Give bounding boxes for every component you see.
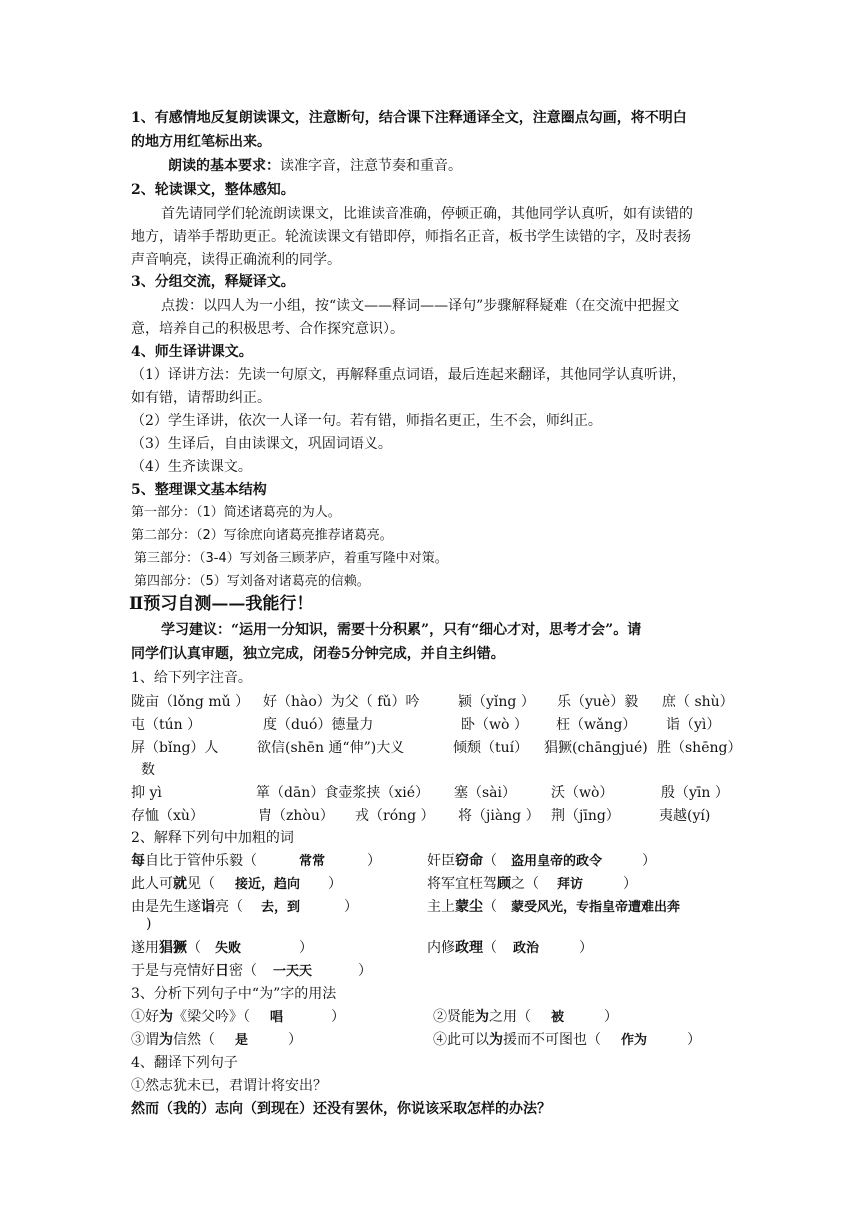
section-3-line-1: 点拨：以四人为一小组，按“读文——释词——译句”步骤解释疑难（在交流中把握文 [161,298,680,314]
q1-row-5 [131,806,741,828]
section-2-line-3: 声音响亮，读得正确流利的同学。 [131,252,341,268]
pinyin-item: 庶（ shù） [662,694,734,710]
section-4-line-2: 如有错，请帮助纠正。 [131,390,271,406]
pinyin-item: 好（hào）为父（ fǔ）吟 [263,694,420,710]
pinyin-item: 胄（zhòu） [258,808,334,824]
q2-item: 遂用猖獗（ 失败 ） [131,940,314,956]
q2-row-1 [131,851,741,873]
q2-item: 内修政理（ 政治 ） [427,940,594,956]
q2-item: 每自比于管仲乐毅（ 常常 ） [131,853,382,869]
pinyin-item: 卧（wò ） [461,717,528,733]
q2-item: 于是与亮情好日密（ 一天天 ） [131,963,373,979]
pinyin-item: 屯（tún ） [131,717,202,733]
self-test-heading: Ⅱ预习自测——我能行！ [129,594,314,614]
pinyin-item: 荆（jīng） [551,808,620,824]
q3-item: ④此可以为援而不可图也（ 作为 ） [433,1032,702,1048]
q2-item: 由是先生遂诣亮（ 去，到 ） [131,899,359,915]
section-4-line-5: （4）生齐读课文。 [131,459,252,475]
q4-answer: 然而（我的）志向（到现在）还没有罢休，你说该采取怎样的办法？ [131,1101,551,1117]
q1-row-1 [131,692,741,714]
pinyin-item: 胜（shēng） [657,740,741,756]
q1-title: 1、给下列字注音。 [131,670,252,686]
study-advice-line-1: 学习建议：“运用一分知识，需要十分积累”，只有“细心才对，思考才会”。请 [161,622,642,638]
section-2-line-2: 地方，请举手帮助更正。轮流读课文有错即停，师指名正音，板书学生读错的字，及时表扬 [131,229,691,245]
pinyin-item: 陇亩（lǒng mǔ ） [131,694,250,710]
section-3-line-2: 意，培养自己的积极思考、合作探究意识）。 [131,321,404,337]
pinyin-item: 颍（yǐng ） [458,694,535,710]
q3-title: 3、分析下列句子中“为”字的用法 [131,986,337,1002]
q2-wrap-paren: ) [146,916,152,932]
section-5-title: 5、整理课文基本结构 [131,482,267,498]
reading-requirement: 朗读的基本要求：读准字音，注意节奏和重音。 [168,158,462,174]
pinyin-item: 塞（sài） [454,785,517,801]
q2-item: 将军宜枉驾顾之（ 拜访 ） [427,876,638,892]
section-2-title: 2、轮读课文，整体感知。 [131,182,295,198]
section-3-title: 3、分组交流，释疑译文。 [131,274,295,290]
pinyin-item: 欲信(shēn 通“伸”)大义 [257,740,405,756]
q1-row-4 [131,783,741,805]
q2-row-5 [131,961,741,983]
para-1-line-2: 的地方用红笔标出来。 [131,134,271,150]
section-4-line-4: （3）生译后，自由读课文，巩固词语义。 [131,436,392,452]
pinyin-item: 倾颓（tuí） [453,740,529,756]
q3-item: ①好为《梁父吟》（ 唱 ） [131,1009,346,1025]
pinyin-item: 诣（yì） [666,717,721,733]
section-2-line-1: 首先请同学们轮流朗读课文，比谁读音准确，停顿正确，其他同学认真听，如有读错的 [161,206,693,222]
pinyin-item: 存恤（xù） [131,808,204,824]
section-4-line-3: （2）学生译讲，依次一人译一句。若有错，师指名更正，生不会，师纠正。 [131,413,602,429]
study-advice-line-2: 同学们认真审题，独立完成，闭卷5分钟完成，并自主纠错。 [131,646,505,662]
q3-item: ③谓为信然（ 是 ） [131,1032,303,1048]
pinyin-item: 枉（wǎng） [556,717,637,733]
pinyin-item: 抑 yì [131,785,162,801]
q1-row-2 [131,715,741,737]
structure-part-2: 第二部分：（2）写徐庶向诸葛亮推荐诸葛亮。 [131,528,393,543]
q1-row-3-wrap: 数 [141,762,155,778]
pinyin-item: 乐（yuè）毅 [557,694,639,710]
structure-part-3: 第三部分：（3-4）写刘备三顾茅庐，着重写隆中对策。 [134,551,448,566]
pinyin-item: 戎（róng ） [355,808,435,824]
q4-title: 4、翻译下列句子 [131,1055,238,1071]
pinyin-item: 将（jiàng ） [458,808,540,824]
q2-item: 主上蒙尘（ 蒙受风光，专指皇帝遭难出奔 [427,899,681,915]
q2-item: 奸臣窃命（ 盗用皇帝的政令 ） [427,853,657,869]
pinyin-item: 度（duó）德量力 [263,717,374,733]
q2-row-4 [131,938,741,960]
q2-row-2 [131,874,741,896]
pinyin-item: 殷（yīn ） [661,785,729,801]
section-4-line-1: （1）译讲方法：先读一句原文，再解释重点词语，最后连起来翻译，其他同学认真听讲， [131,367,686,383]
q3-row-2 [131,1030,741,1052]
pinyin-item: 箪（dān）食壶浆挟（xié） [256,785,429,801]
q2-title: 2、解释下列句中加粗的词 [131,830,294,846]
q2-item: 此人可就见（ 接近，趋向 ） [131,876,343,892]
pinyin-item: 夷越(yí) [659,808,711,824]
q3-item: ②贤能为之用（ 被 ） [433,1009,619,1025]
q4-question: ①然志犹未已，君谓计将安出？ [131,1078,327,1094]
para-1-line-1: 1、有感情地反复朗读课文，注意断句，结合课下注释通译全文，注意圈点勾画，将不明白 [131,110,687,126]
pinyin-item: 屏（bǐng）人 [131,740,219,756]
structure-part-1: 第一部分：（1）简述诸葛亮的为人。 [131,505,341,520]
q1-row-3 [131,738,741,760]
section-4-title: 4、师生译讲课文。 [131,344,253,360]
pinyin-item: 猖獗(chāngjué) [544,740,648,756]
pinyin-item: 沃（wò） [551,785,614,801]
q3-row-1 [131,1007,741,1029]
structure-part-4: 第四部分：（5）写刘备对诸葛亮的信赖。 [134,574,370,589]
